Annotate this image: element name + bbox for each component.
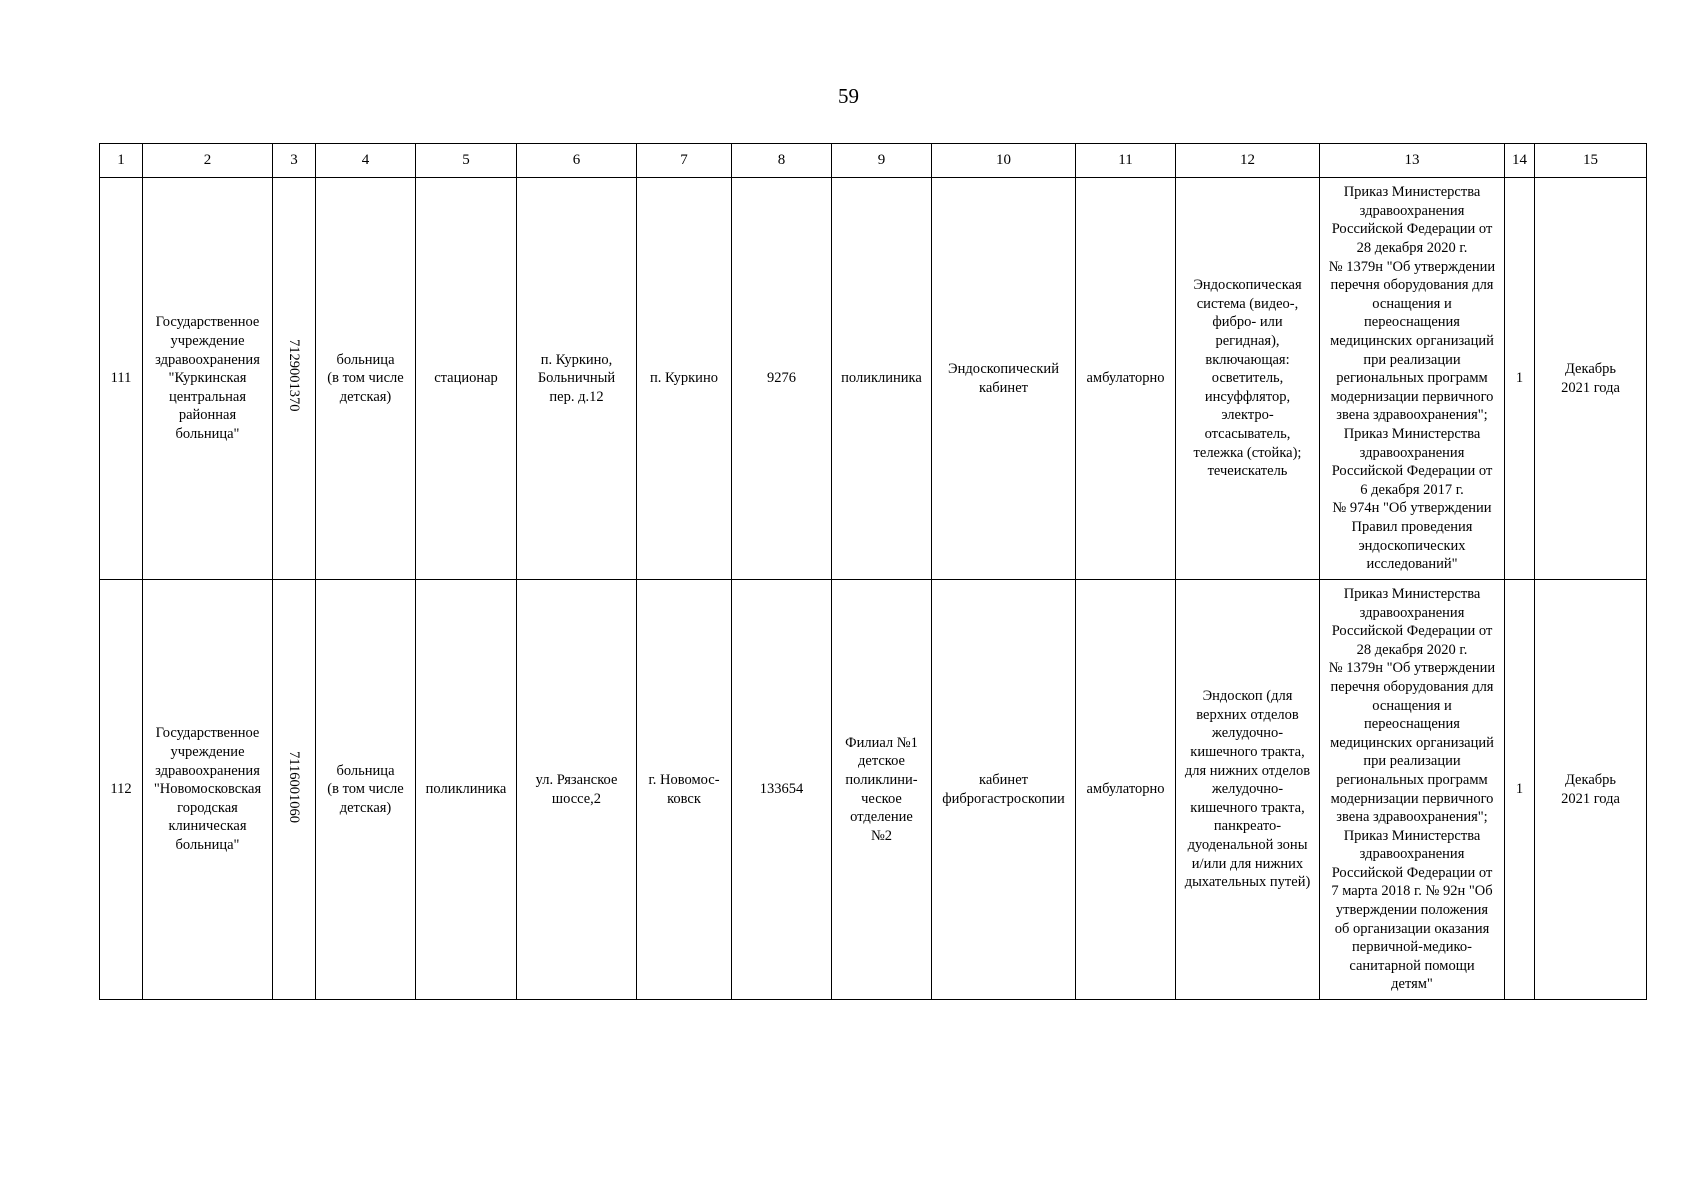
care-type-cell: стационар [416, 178, 517, 580]
address-cell: ул. Рязанское шоссе,2 [517, 580, 637, 1000]
table-header-row [100, 144, 1647, 178]
equipment-cell: Эндоскопическая система (видео-, фибро- или регидная), включающая: осветитель, инсуффлятор, электро- отсасыватель, тележка (стойка); течеискатель [1176, 178, 1320, 580]
header-cell: 14 [1505, 144, 1535, 178]
header-cell: 3 [273, 144, 316, 178]
locality-cell: г. Новомос- ковск [637, 580, 732, 1000]
header-cell: 11 [1076, 144, 1176, 178]
regulation-cell: Приказ Министерства здравоохранения Российской Федерации от 28 декабря 2020 г. № 1379н "Об утверждении перечня оборудования для оснащения и переоснащения медицинских организаций при реализации региональных программ модернизации первичного звена здравоохранения"; Приказ Министерства здравоохранения Российской Федерации от 6 декабря 2017 г. № 974н "Об утверждении Правил проведения эндоскопических исследований" [1320, 178, 1505, 580]
header-cell: 2 [143, 144, 273, 178]
header-cell: 9 [832, 144, 932, 178]
inn-cell [273, 178, 316, 580]
unit-cell: Филиал №1 детское поликлини- ческое отделение №2 [832, 580, 932, 1000]
header-cell: 12 [1176, 144, 1320, 178]
facility-type-cell: больница (в том числе детская) [316, 580, 416, 1000]
inn-vertical-text: 7129001370 [286, 339, 302, 412]
care-type-cell: поликлиника [416, 580, 517, 1000]
header-cell: 8 [732, 144, 832, 178]
table-row [100, 178, 1647, 580]
header-cell: 13 [1320, 144, 1505, 178]
population-cell: 9276 [732, 178, 832, 580]
header-cell: 1 [100, 144, 143, 178]
equipment-cell: Эндоскоп (для верхних отделов желудочно- кишечного тракта, для нижних отделов желудочно- кишечного тракта, панкреато- дуоденальной зоны и/или для нижних дыхательных путей) [1176, 580, 1320, 1000]
inn-vertical-text: 7116001060 [286, 750, 302, 823]
unit-cell: поликлиника [832, 178, 932, 580]
header-cell: 10 [932, 144, 1076, 178]
condition-cell: амбулаторно [1076, 178, 1176, 580]
institution-name-cell: Государственное учреждение здравоохранения "Куркинская центральная районная больница" [143, 178, 273, 580]
address-cell: п. Куркино, Больничный пер. д.12 [517, 178, 637, 580]
row-number-cell: 112 [100, 580, 143, 1000]
deadline-cell: Декабрь 2021 года [1535, 580, 1647, 1000]
header-cell: 15 [1535, 144, 1647, 178]
deadline-cell: Декабрь 2021 года [1535, 178, 1647, 580]
locality-cell: п. Куркино [637, 178, 732, 580]
regulation-cell: Приказ Министерства здравоохранения Российской Федерации от 28 декабря 2020 г. № 1379н "Об утверждении перечня оборудования для оснащения и переоснащения медицинских организаций при реализации региональных программ модернизации первичного звена здравоохранения"; Приказ Министерства здравоохранения Российской Федерации от 7 марта 2018 г. № 92н "Об утверждении положения об организации оказания первичной-медико- санитарной помощи детям" [1320, 580, 1505, 1000]
quantity-cell: 1 [1505, 580, 1535, 1000]
header-cell: 4 [316, 144, 416, 178]
inn-cell [273, 580, 316, 1000]
data-table [99, 143, 1647, 1000]
condition-cell: амбулаторно [1076, 580, 1176, 1000]
institution-name-cell: Государственное учреждение здравоохранения "Новомосковская городская клиническая больница" [143, 580, 273, 1000]
header-cell: 5 [416, 144, 517, 178]
quantity-cell: 1 [1505, 178, 1535, 580]
facility-type-cell: больница (в том числе детская) [316, 178, 416, 580]
page-number: 59 [838, 84, 859, 108]
room-cell: Эндоскопический кабинет [932, 178, 1076, 580]
population-cell: 133654 [732, 580, 832, 1000]
header-cell: 6 [517, 144, 637, 178]
table-row [100, 580, 1647, 1000]
row-number-cell: 111 [100, 178, 143, 580]
header-cell: 7 [637, 144, 732, 178]
room-cell: кабинет фиброгастроскопии [932, 580, 1076, 1000]
